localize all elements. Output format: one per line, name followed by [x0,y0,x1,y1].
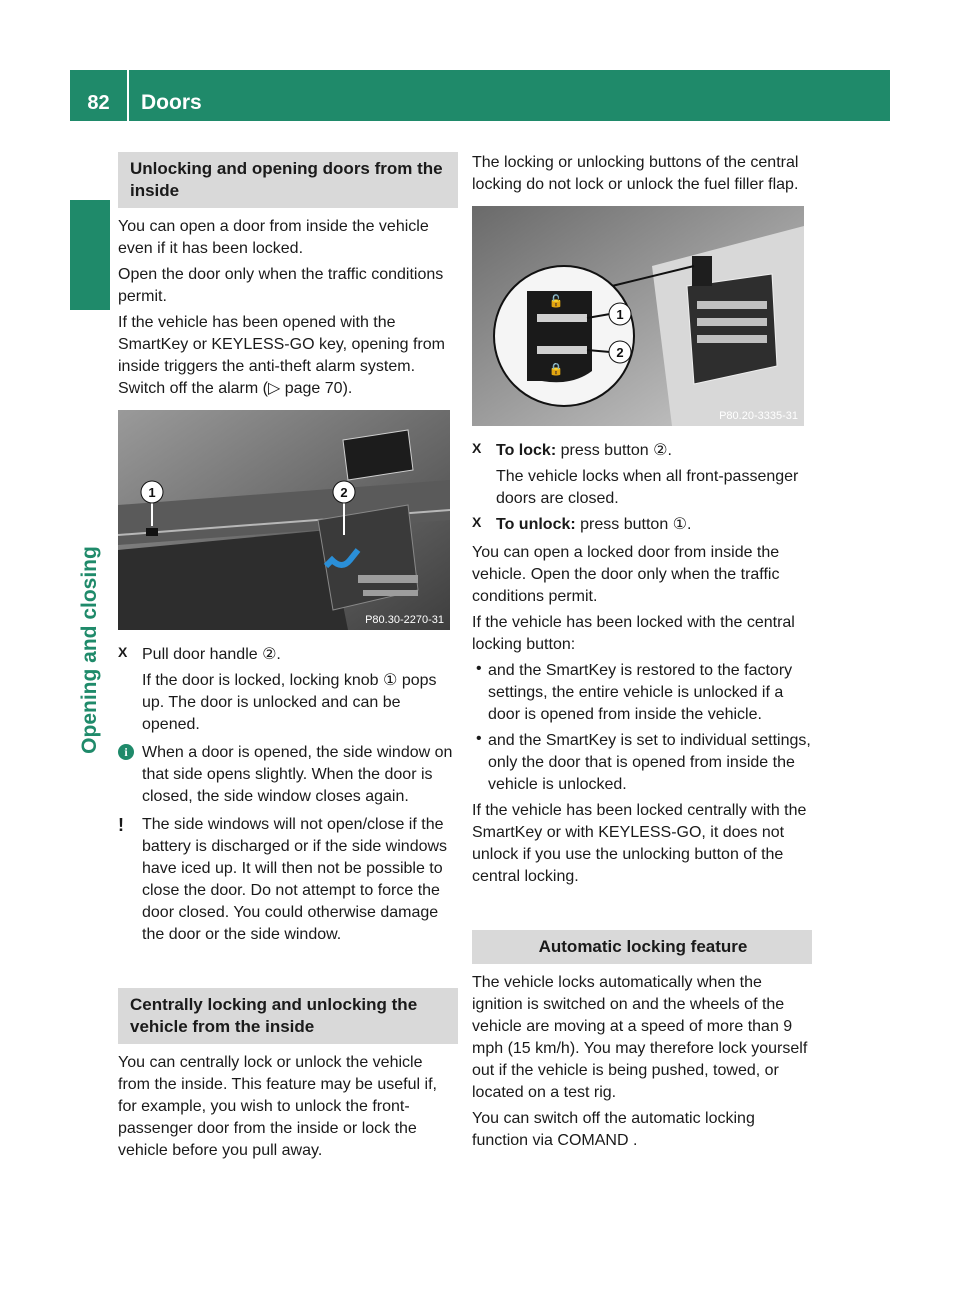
figure-code: P80.30-2270-31 [365,614,444,626]
left-column [118,152,458,1166]
header-divider [127,70,129,121]
instruction-step-lock [472,440,812,510]
section-heading-automatic-locking: Automatic locking feature [472,930,812,964]
callout-2: 2 [340,485,348,500]
central-lock-illustration [472,206,804,426]
paragraph: You can open a locked door from inside the vehicle. Open the door only when the traffic conditions permit. [472,544,780,605]
warning-note [118,814,458,946]
callout-1: 1 [616,307,624,322]
door-interior-illustration [118,410,450,630]
lock-symbol-icon: 🔒 [548,362,564,376]
paragraph: You can switch off the automatic locking function via COMAND . [472,1110,755,1149]
step-text: press button ②. [560,442,672,459]
step-marker-icon: X [118,644,128,660]
step-label: To unlock: [496,516,576,533]
side-tab-marker [70,200,110,310]
paragraph: If the vehicle has been locked with the central locking button: [472,614,795,653]
bullet-icon: • [476,730,482,747]
page-number: 82 [87,92,110,114]
step-detail: If the door is locked, locking knob ① pops up. The door is unlocked and can be opened. [142,672,437,733]
instruction-step [118,644,458,736]
paragraph: You can centrally lock or unlock the vehicle from the inside. This feature may be useful if, for example, you wish to unlock the front-passenger door from the inside or lock the vehicle before you pull away. [118,1054,437,1159]
door-handle-figure [118,410,450,630]
paragraph: If the vehicle has been opened with the SmartKey or KEYLESS-GO key, opening from inside triggers the anti-theft alarm system. Switch off the alarm (▷ page 70). [118,314,445,397]
step-label: To lock: [496,442,557,459]
section-heading-unlocking: Unlocking and opening doors from the inside [118,152,458,208]
step-text: press button ①. [580,516,692,533]
paragraph: You can open a door from inside the vehicle even if it has been locked. [118,218,429,257]
right-column [472,152,812,1156]
paragraph: Open the door only when the traffic conditions permit. [118,266,444,305]
paragraph: The vehicle locks automatically when the ignition is switched on and the wheels of the vehicle are moving at a speed of more than 9 mph (15 km/h). You may therefore lock yourself out if the vehicle is being pushed, towed, or located on a test rig. [472,974,808,1101]
section-heading-central-locking: Centrally locking and unlocking the vehicle from the inside [118,988,458,1044]
instruction-step-unlock [472,514,812,536]
step-marker-icon: X [472,514,482,530]
bullet-icon: • [476,660,482,677]
step-detail: The vehicle locks when all front-passenger doors are closed. [496,468,799,507]
warning-icon: ! [118,815,124,835]
info-icon: i [118,744,134,760]
step-marker-icon: X [472,440,482,456]
side-tab [72,540,108,760]
warning-text: The side windows will not open/close if the battery is discharged or if the side windows have iced up. It will then not be possible to close the door. Do not attempt to force the door closed. You could otherwise damage the door or the side window. [142,816,448,943]
info-note [118,742,458,808]
chapter-title: Doors [141,91,202,114]
unlock-symbol-icon: 🔓 [548,294,564,308]
info-text: When a door is opened, the side window on that side opens slightly. When the door is closed, the side window closes again. [142,744,453,805]
list-item [472,730,812,796]
figure-code: P80.20-3335-31 [719,410,798,422]
side-tab-label: Opening and closing [78,546,101,754]
callout-2: 2 [616,345,624,360]
list-item [472,660,812,726]
paragraph: If the vehicle has been locked centrally with the SmartKey or with KEYLESS-GO, it does not unlock if you use the unlocking button of the central locking. [472,802,807,885]
step-text: Pull door handle ②. [142,646,281,663]
paragraph: The locking or unlocking buttons of the central locking do not lock or unlock the fuel filler flap. [472,154,799,193]
list-item-text: and the SmartKey is set to individual settings, only the door that is opened from inside the vehicle is unlocked. [488,732,811,793]
callout-1: 1 [148,485,156,500]
list-item-text: and the SmartKey is restored to the factory settings, the entire vehicle is unlocked if a door is opened from inside the vehicle. [488,662,793,723]
central-lock-figure [472,206,804,426]
